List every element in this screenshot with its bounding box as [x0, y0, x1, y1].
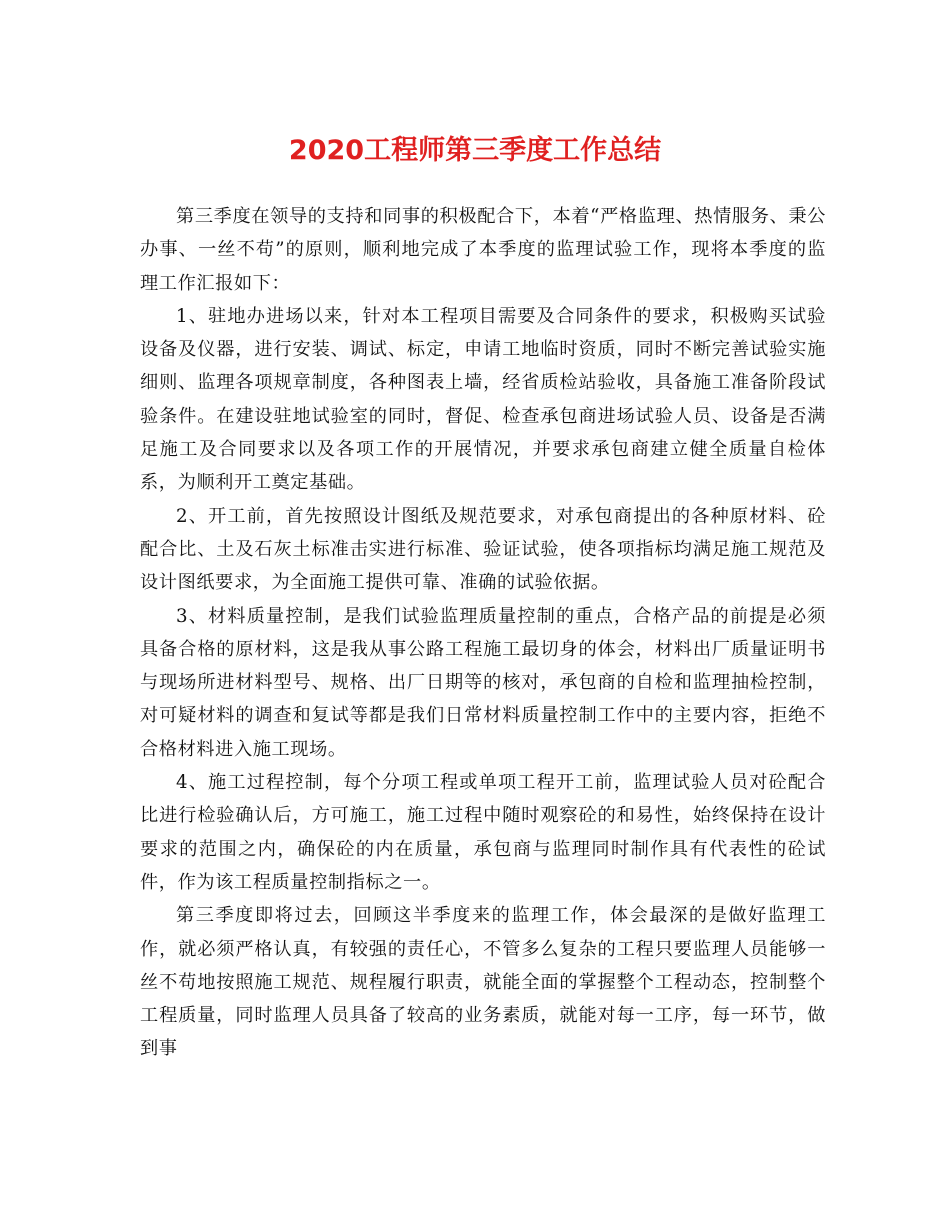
paragraph-conclusion: 第三季度即将过去，回顾这半季度来的监理工作，体会最深的是做好监理工作，就必须严格认真，有较强的责任心，不管多么复杂的工程只要监理人员能够一丝不苟地按照施工规范、规程履行职责，就能全面的掌握整个工程动态，控制整个工程质量，同时监理人员具备了较高的业务素质，就能对每一工序，每一环节，做到事 — [140, 905, 826, 1060]
paragraph-item-2: 2、开工前，首先按照设计图纸及规范要求，对承包商提出的各种原材料、砼配合比、土及石灰土标准击实进行标准、验证试验，使各项指标均满足施工规范及设计图纸要求，为全面施工提供可靠、准确的试验依据。 — [140, 505, 826, 594]
document-title: 2020工程师第三季度工作总结 — [288, 135, 662, 166]
paragraph-intro: 第三季度在领导的支持和同事的积极配合下，本着“严格监理、热情服务、秉公办事、一丝不苟”的原则，顺利地完成了本季度的监理试验工作，现将本季度的监理工作汇报如下： — [140, 206, 826, 294]
document-body — [140, 200, 826, 1066]
paragraph-item-4: 4、施工过程控制，每个分项工程或单项工程开工前，监理试验人员对砼配合比进行检验确认后，方可施工，施工过程中随时观察砼的和易性，始终保持在设计要求的范围之内，确保砼的内在质量，承包商与监理同时制作具有代表性的砼试件，作为该工程质量控制指标之一。 — [140, 772, 826, 893]
paragraph-item-1: 1、驻地办进场以来，针对本工程项目需要及合同条件的要求，积极购买试验设备及仪器，进行安装、调试、标定，申请工地临时资质，同时不断完善试验实施细则、监理各项规章制度，各种图表上墙，经省质检站验收，具备施工准备阶段试验条件。在建设驻地试验室的同时，督促、检查承包商进场试验人员、设备是否满足施工及合同要求以及各项工作的开展情况，并要求承包商建立健全质量自检体系，为顺利开工奠定基础。 — [140, 305, 826, 494]
paragraph-item-3: 3、材料质量控制，是我们试验监理质量控制的重点，合格产品的前提是必须具备合格的原材料，这是我从事公路工程施工最切身的体会，材料出厂质量证明书与现场所进材料型号、规格、出厂日期等的核对，承包商的自检和监理抽检控制，对可疑材料的调查和复试等都是我们日常材料质量控制工作中的主要内容，拒绝不合格材料进入施工现场。 — [140, 605, 826, 760]
